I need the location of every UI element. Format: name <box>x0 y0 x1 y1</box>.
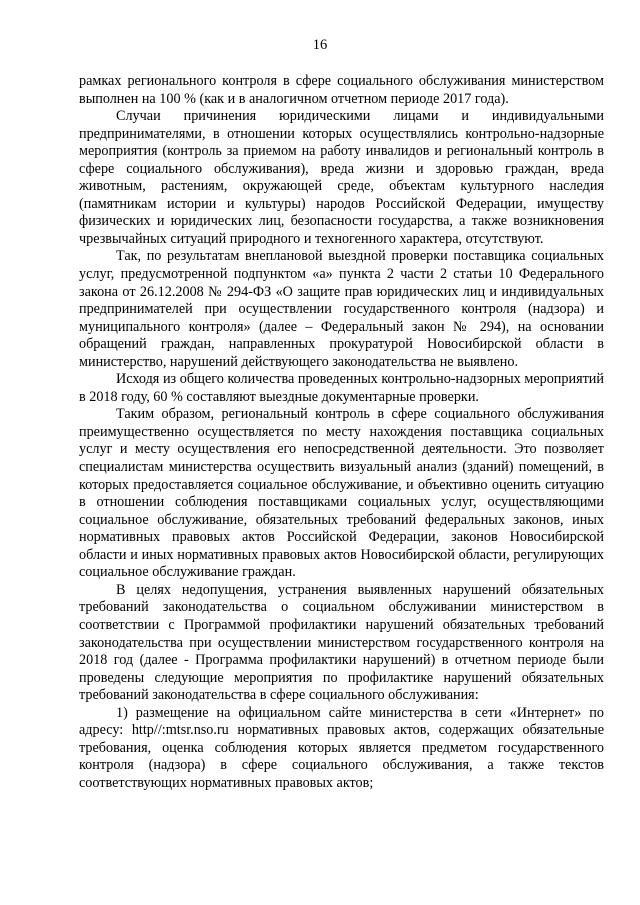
paragraph-inspection-share: Исходя из общего количества проведенных контрольно-надзорных мероприятий в 2018 году, 60 % составляют выездные документарные проверки. <box>79 371 604 405</box>
paragraph-continuation: рамках регионального контроля в сфере социального обслуживания министерством выполнен на 100 % (как и в аналогичном отчетном периоде 2017 года). <box>79 73 604 107</box>
paragraph-control-summary: Таким образом, региональный контроль в сфере социального обслуживания преимущественно осуществляется по месту нахождения поставщика социальных услуг и месту осуществления его непосредственной деятельности. Это позволяет специалистам министерства осуществить визуальный анализ (зданий) помещений, в которых предоставляется социальное обслуживание, и объективно оценить ситуацию в отношении соблюдения поставщиками социальных услуг, осуществляющими социальное обслуживание, обязательных требований федеральных законов, иных нормативных правовых актов Российской Федерации, законов Новосибирской области и иных нормативных правовых актов Новосибирской области, регулирующих социальное обслуживание граждан. <box>79 406 604 581</box>
paragraph-harm-cases: Случаи причинения юридическими лицами и индивидуальными предпринимателями, в отношении которых осуществлялись контрольно-надзорные мероприятия (контроль за приемом на работу инвалидов и региональный контроль в сфере социального обслуживания), вреда жизни и здоровью граждан, вреда животным, растениям, окружающей среде, объектам культурного наследия (памятникам истории и культуры) народов Российской Федерации, имуществу физических и юридических лиц, безопасности государства, а также возникновения чрезвычайных ситуаций природного и техногенного характера, отсутствуют. <box>79 108 604 247</box>
page-number: 16 <box>312 37 328 53</box>
paragraph-list-item-1: 1) размещение на официальном сайте министерства в сети «Интернет» по адресу: http//:mtsr.nso.ru нормативных правовых актов, содержащих обязательные требования, оценка соблюдения которых является предметом государственного контроля (надзора) в сфере социального обслуживания, а также текстов соответствующих нормативных правовых актов; <box>79 704 604 791</box>
paragraph-prevention-program: В целях недопущения, устранения выявленных нарушений обязательных требований законодательства о социальном обслуживании министерством в соответствии с Программой профилактики нарушений обязательных требований законодательства при осуществлении министерством государственного контроля на 2018 год (далее - Программа профилактики нарушений) в отчетном периоде были проведены следующие мероприятия по профилактике нарушений обязательных требований законодательства в сфере социального обслуживания: <box>79 581 604 704</box>
paragraph-unscheduled-inspection: Так, по результатам внеплановой выездной проверки поставщика социальных услуг, предусмотренной подпунктом «а» пункта 2 части 2 статьи 10 Федерального закона от 26.12.2008 № 294-ФЗ «О защите прав юридических лиц и индивидуальных предпринимателей при осуществлении государственного контроля (надзора) и муниципального контроля» (далее – Федеральный закон № 294), на основании обращений граждан, направленных прокуратурой Новосибирской области в министерство, нарушений действующего законодательства не выявлено. <box>79 248 604 370</box>
document-body <box>79 73 604 792</box>
